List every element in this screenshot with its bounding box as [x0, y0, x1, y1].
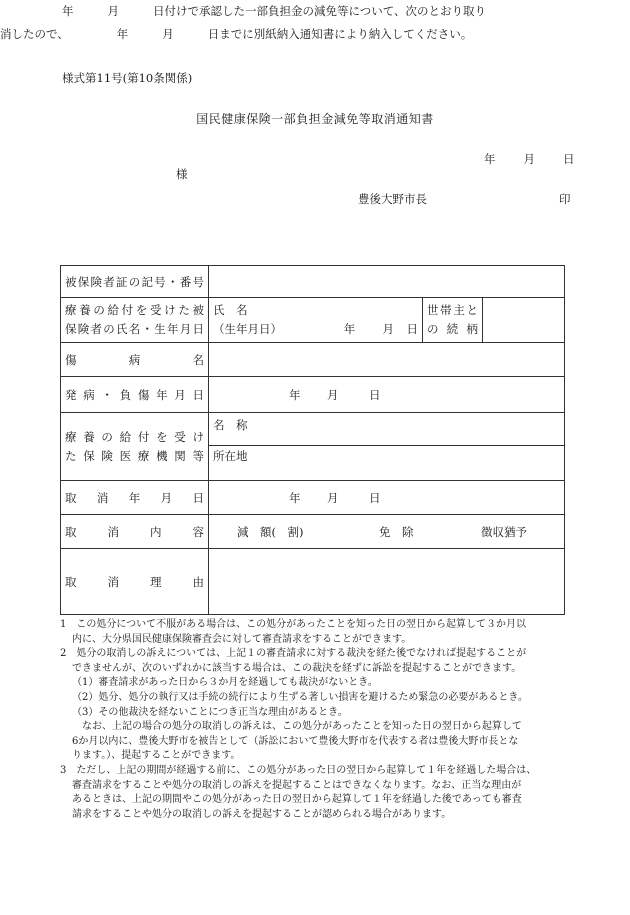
issue-date-day: 日 [563, 152, 575, 166]
facility-name-field[interactable]: 名 称 [209, 413, 564, 446]
household-value[interactable] [483, 298, 565, 343]
option-exemption[interactable]: 免 除 [379, 524, 414, 539]
note-1-line-1: 1 この処分について不服がある場合は、この処分があったことを知った日の翌日から起算して３か月以 [60, 619, 527, 630]
row-disease [61, 343, 565, 377]
row-onset-date [61, 377, 565, 413]
note-1-line-2: 内に、大分県国民健康保険審査会に対して審査請求をすることができます。 [72, 633, 412, 645]
row-cancel-reason [61, 549, 565, 615]
note-2-line-7: 6か月以内に、豊後大野市を被告として（訴訟において豊後大野市を代表する者は豊後大野市長とな [72, 735, 519, 747]
household-label: 世帯主と の 続 柄 [423, 298, 483, 343]
insurance-card-label: 被保険者証の記号・番号 [61, 266, 209, 298]
form-number: 様式第11号(第10条関係) [62, 71, 193, 85]
cancellation-form-table [60, 265, 565, 615]
recipient-value[interactable] [209, 298, 423, 343]
facility-value [209, 413, 565, 481]
note-2-line-6: なお、上記の場合の処分の取消しの訴えは、この処分があったことを知った日の翌日から起算して [72, 721, 522, 733]
note-2-item-2: （2）処分、処分の執行又は手続の続行により生ずる著しい損害を避けるため緊急の必要があるとき。 [72, 691, 528, 703]
note-2-line-2: できませんが、次のいずれかに該当する場合は、この裁決を経ずに訴訟を提起することができます。 [72, 662, 522, 674]
birth-date-line: （生年月日） 年 月 日 [213, 322, 418, 336]
intro-text-2a: 消したので、 [0, 27, 69, 41]
issue-date-month: 月 [523, 152, 535, 166]
facility-label: 療養の給付を受け た保険医療機関等 [61, 413, 209, 481]
onset-value[interactable]: 年 月 日 [209, 377, 565, 413]
cancel-reason-value[interactable] [209, 549, 565, 615]
note-2-item-1: （1）審査請求があった日から３か月を経過しても裁決がないとき。 [72, 677, 378, 689]
issue-date-year: 年 [484, 152, 496, 166]
cancel-date-label: 取 消 年 月 日 [61, 481, 209, 515]
intro-year-1: 年 [62, 4, 74, 18]
onset-label: 発病・負傷年月日 [61, 377, 209, 413]
notes-section [60, 618, 580, 822]
note-3-line-1: 3 ただし、上記の期間が経過する前に、この処分があった日の翌日から起算して１年を経過した場合は、 [60, 764, 537, 776]
intro-month-2: 月 [162, 27, 174, 41]
disease-label: 傷 病 名 [61, 343, 209, 377]
facility-address-field[interactable]: 所在地 [213, 449, 248, 463]
intro-year-2: 年 [116, 27, 129, 41]
intro-paragraph [0, 0, 512, 46]
note-2-line-1: 2 処分の取消しの訴えについては、上記１の審査請求に対する裁決を経た後でなければ提起することが [60, 648, 527, 660]
note-3-line-3: あるときは、上記の期間やこの処分があった日の翌日から起算して１年を経過した後であっても審査 [72, 794, 522, 806]
addressee-suffix: 様 [176, 167, 188, 181]
note-2-item-3: （3）その他裁決を経ないことにつき正当な理由があるとき。 [72, 706, 348, 718]
row-facility [61, 413, 565, 481]
cancel-content-label: 取 消 内 容 [61, 515, 209, 549]
name-label: 氏 名 [213, 303, 248, 317]
seal-mark: 印 [559, 192, 571, 206]
option-deferral[interactable]: 徴収猶予 [481, 524, 527, 539]
cancel-reason-label: 取 消 理 由 [61, 549, 209, 615]
intro-text-1: 日付けで承認した一部負担金の減免等について、次のとおり取り [153, 4, 487, 18]
row-recipient [61, 298, 565, 343]
cancel-date-value[interactable]: 年 月 日 [209, 481, 565, 515]
note-2-line-8: ります。）、提起することができます。 [72, 750, 241, 762]
row-insurance-card [61, 266, 565, 298]
recipient-label: 療養の給付を受けた被 保険者の氏名・生年月日 [61, 298, 209, 343]
disease-value[interactable] [209, 343, 565, 377]
row-cancel-content [61, 515, 565, 549]
note-3-line-4: 請求をすることや処分の取消しの訴えを提起することが認められる場合があります。 [72, 808, 452, 820]
option-reduction[interactable]: 減 額( 割) [237, 524, 304, 539]
insurance-card-value[interactable] [209, 266, 565, 298]
intro-month-1: 月 [107, 4, 119, 18]
note-3-line-2: 審査請求をすることや処分の取消しの訴えを提起することはできなくなります。なお、正当な理由が [72, 779, 522, 791]
cancel-content-value [209, 515, 565, 549]
row-cancel-date [61, 481, 565, 515]
document-title: 国民健康保険一部負担金減免等取消通知書 [196, 112, 434, 126]
issue-date [484, 151, 575, 167]
intro-text-2b: 日までに別紙納入通知書により納入してください。 [207, 27, 473, 41]
issuer-name: 豊後大野市長 [358, 192, 427, 206]
